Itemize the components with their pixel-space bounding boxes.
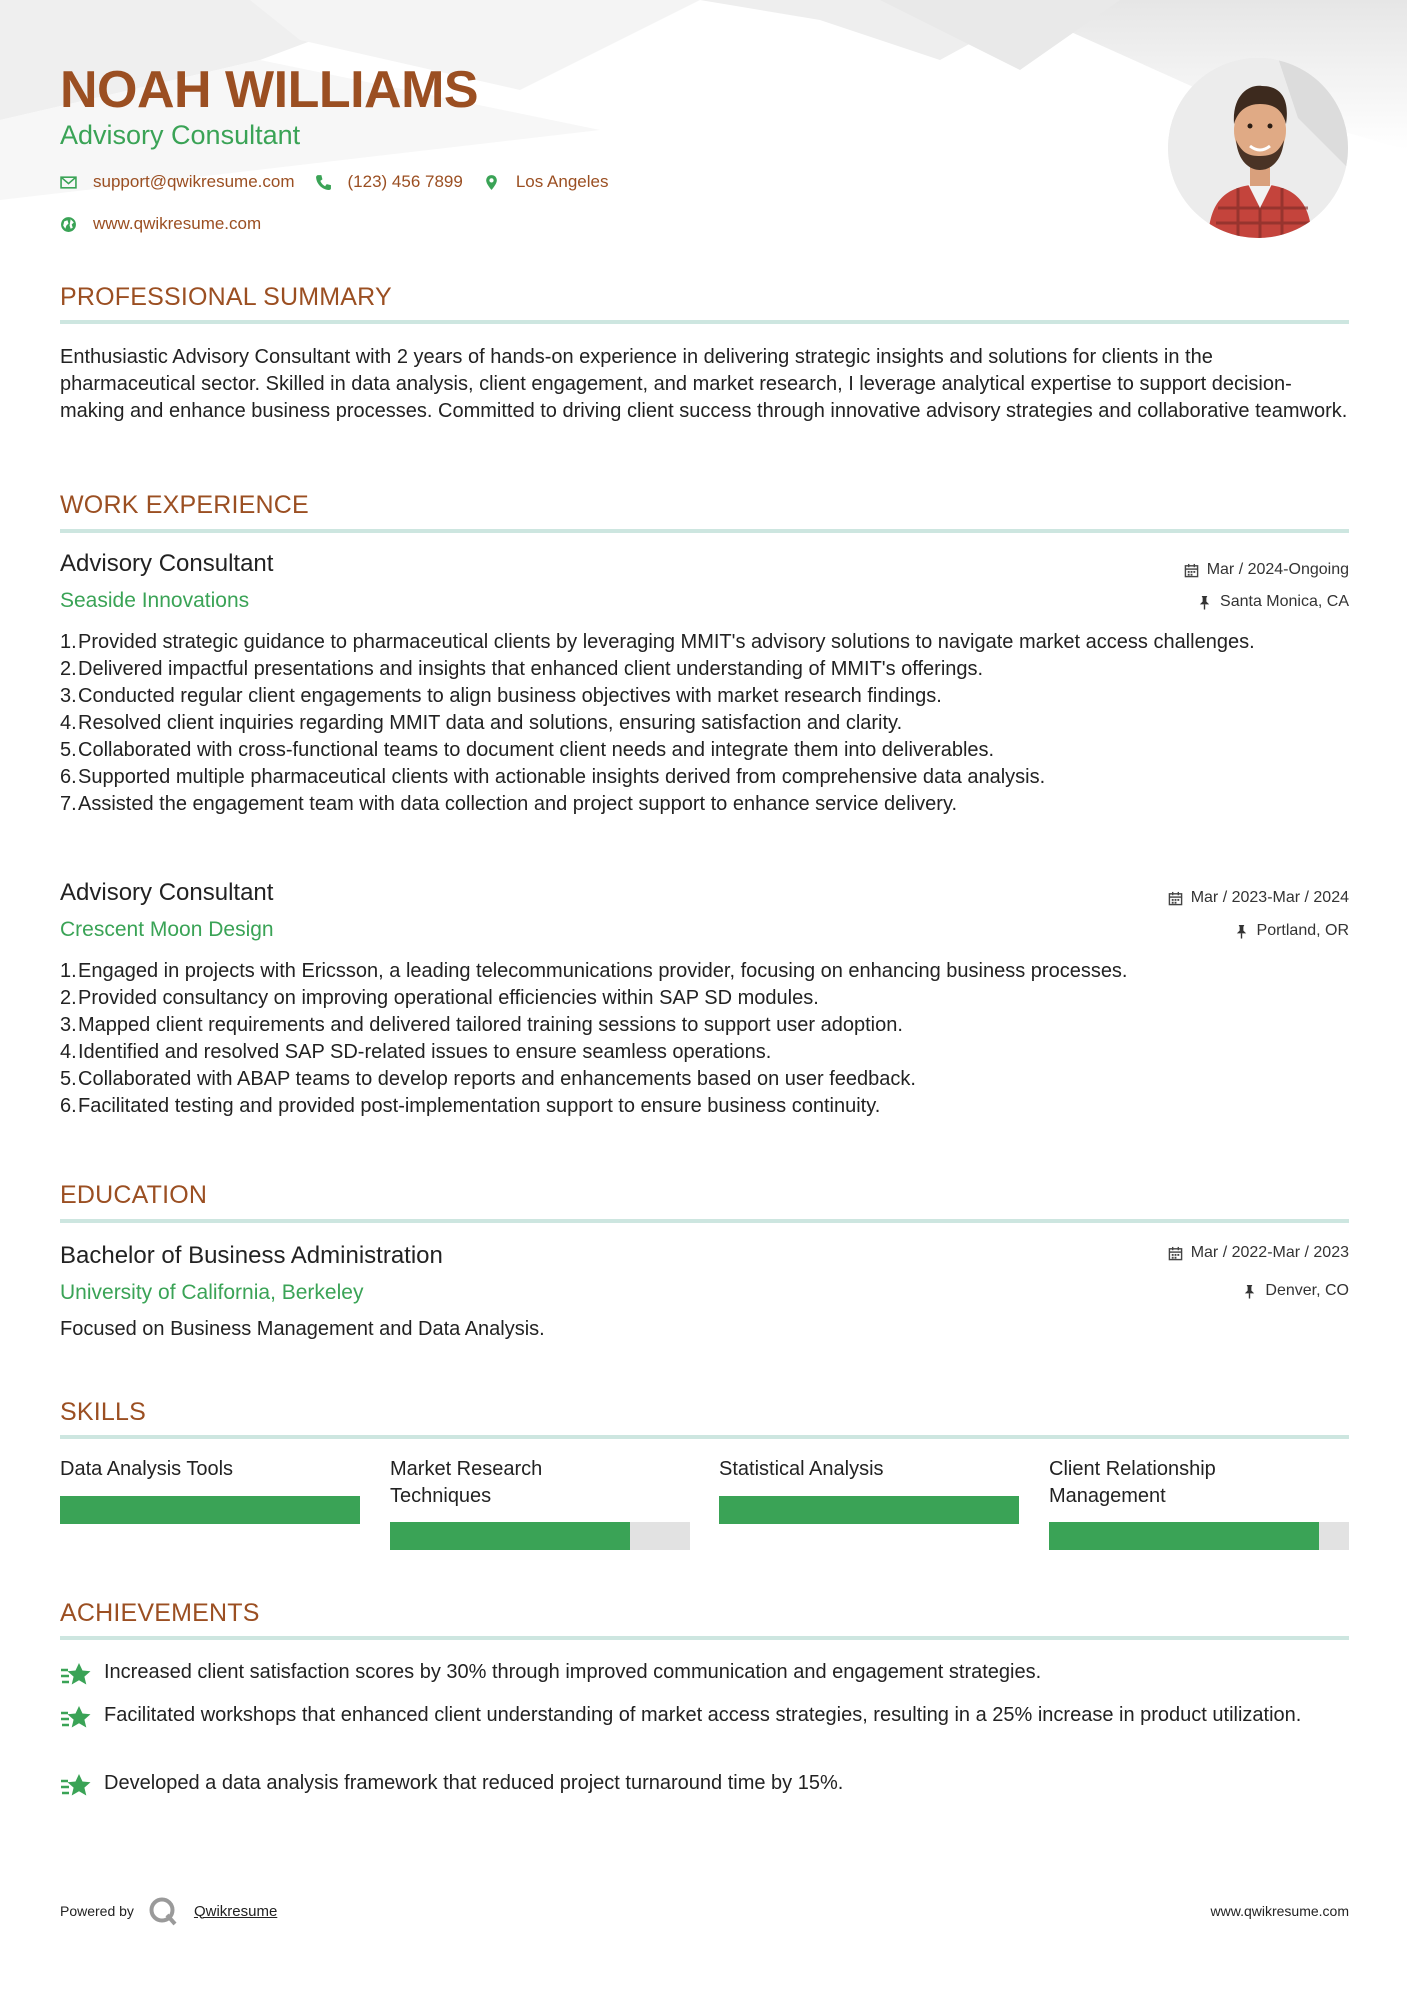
pushpin-icon [1197,595,1212,610]
skill-bar-fill [719,1496,1019,1524]
powered-by-label: Powered by [60,1903,134,1919]
skill-item [60,1456,360,1483]
job-location-text: Santa Monica, CA [1220,593,1349,610]
contact-website[interactable] [60,214,261,234]
skill-item [719,1456,1019,1483]
pushpin-icon [1242,1284,1257,1299]
education-dates-text: Mar / 2022-Mar / 2023 [1190,1244,1349,1261]
contact-email[interactable] [60,172,295,192]
school-name: University of California, Berkeley [60,1281,364,1304]
footer-branding [60,1896,277,1926]
footer-website[interactable]: www.qwikresume.com [1210,1903,1349,1919]
education-location-text: Denver, CO [1265,1282,1349,1299]
skill-bar-fill [390,1522,630,1550]
education-heading: EDUCATION [60,1181,208,1209]
summary-text: Enthusiastic Advisory Consultant with 2 years of hands-on experience in delivering strategic insights and solutions for clients in the pharmaceutical sector. Skilled in data analysis, client engagement, and market research, I leverage analytical expertise to support decision-making and enhance business processes. Committed to driving client success through innovative advisory strategies and collaborative teamwork. [60,346,1348,422]
phone-text: (123) 456 7899 [347,172,463,191]
section-divider [60,529,1349,533]
skill-name: Market Research Techniques [390,1458,543,1507]
job-location [1197,592,1349,612]
list-item: 4. Resolved client inquiries regarding MMIT data and solutions, ensuring satisfaction and clarity. [60,712,903,734]
envelope-icon [60,174,77,191]
list-item: 7. Assisted the engagement team with data collection and project support to enhance service delivery. [60,793,958,815]
skill-bar [60,1496,360,1524]
website-text: www.qwikresume.com [93,214,262,233]
job-company: Crescent Moon Design [60,918,274,941]
skill-bar-fill [1049,1522,1319,1550]
education-description: Focused on Business Management and Data Analysis. [60,1318,545,1340]
skill-name: Client Relationship Management [1049,1458,1216,1507]
contact-row [60,172,628,192]
contact-location [483,172,609,192]
job-bullets [60,958,1349,1120]
achievement-text: Increased client satisfaction scores by 30% through improved communication and engagement strategies. [104,1661,1042,1683]
avatar-illustration [1168,58,1348,238]
candidate-title: Advisory Consultant [60,120,301,150]
job-title: Advisory Consultant [60,550,274,577]
summary-heading: PROFESSIONAL SUMMARY [60,283,392,311]
job-bullets [60,629,1349,818]
skills-heading: SKILLS [60,1398,146,1426]
section-divider [60,1219,1349,1223]
profile-photo [1168,58,1348,238]
achievement-text: Facilitated workshops that enhanced client understanding of market access strategies, resulting in a 25% increase in product utilization. [104,1704,1302,1726]
phone-icon [315,174,332,191]
map-pin-icon [483,174,500,191]
experience-heading: WORK EXPERIENCE [60,491,309,519]
list-item: 5. Collaborated with ABAP teams to develop reports and enhancements based on user feedback. [60,1068,916,1090]
education-dates [1168,1243,1349,1263]
skill-bar [390,1522,690,1550]
calendar-icon [1168,1246,1183,1261]
skill-bar [719,1496,1019,1524]
calendar-icon [1168,891,1183,906]
list-item: 6. Supported multiple pharmaceutical clients with actionable insights derived from comprehensive data analysis. [60,766,1046,788]
list-item: 1. Provided strategic guidance to pharmaceutical clients by leveraging MMIT's advisory solutions to navigate market access challenges. [60,631,1255,653]
section-divider [60,1636,1349,1640]
achievement-text: Developed a data analysis framework that reduced project turnaround time by 15%. [104,1772,844,1794]
contact-phone[interactable] [315,172,463,192]
location-text: Los Angeles [515,172,609,191]
skill-bar [1049,1522,1349,1550]
section-divider [60,1435,1349,1439]
footer [60,1896,1349,1926]
contact-row-website [60,214,281,234]
achievement-item [60,1770,1349,1800]
achievement-item [60,1659,1349,1689]
list-item: 6. Facilitated testing and provided post-implementation support to ensure business continuity. [60,1095,881,1117]
calendar-icon [1184,563,1199,578]
job-title: Advisory Consultant [60,879,274,906]
qwikresume-logo-icon [148,1896,178,1926]
list-item: 2. Delivered impactful presentations and insights that enhanced client understanding of MMIT's offerings. [60,658,984,680]
education-location [1242,1281,1349,1301]
skill-item [1049,1456,1349,1510]
job-dates [1168,888,1349,908]
skill-name: Data Analysis Tools [60,1458,234,1480]
skill-item [390,1456,690,1510]
job-company: Seaside Innovations [60,589,250,612]
list-item: 3. Mapped client requirements and delivered tailored training sessions to support user adoption. [60,1014,903,1036]
achievements-heading: ACHIEVEMENTS [60,1599,260,1627]
list-item: 4. Identified and resolved SAP SD-related issues to ensure seamless operations. [60,1041,772,1063]
job-location-text: Portland, OR [1256,922,1349,939]
candidate-name: NOAH WILLIAMS [60,61,479,119]
list-item: 5. Collaborated with cross-functional teams to document client needs and integrate them into deliverables. [60,739,995,761]
list-item: 2. Provided consultancy on improving operational efficiencies within SAP SD modules. [60,987,819,1009]
star-badge-icon [60,1772,92,1800]
email-text: support@qwikresume.com [93,172,295,191]
star-badge-icon [60,1704,92,1732]
pushpin-icon [1234,924,1249,939]
degree-title: Bachelor of Business Administration [60,1242,443,1269]
list-item: 1. Engaged in projects with Ericsson, a leading telecommunications provider, focusing on enhancing business processes. [60,960,1128,982]
star-badge-icon [60,1661,92,1689]
job-dates-text: Mar / 2023-Mar / 2024 [1190,889,1349,906]
brand-link[interactable]: Qwikresume [193,1902,278,1920]
job-location [1234,921,1349,941]
skill-name: Statistical Analysis [719,1458,884,1480]
achievement-item [60,1702,1349,1732]
list-item: 3. Conducted regular client engagements to align business objectives with market research findings. [60,685,942,707]
globe-icon [60,216,77,233]
job-dates [1184,560,1349,580]
section-divider [60,320,1349,324]
skill-bar-fill [60,1496,360,1524]
job-dates-text: Mar / 2024-Ongoing [1206,561,1349,578]
